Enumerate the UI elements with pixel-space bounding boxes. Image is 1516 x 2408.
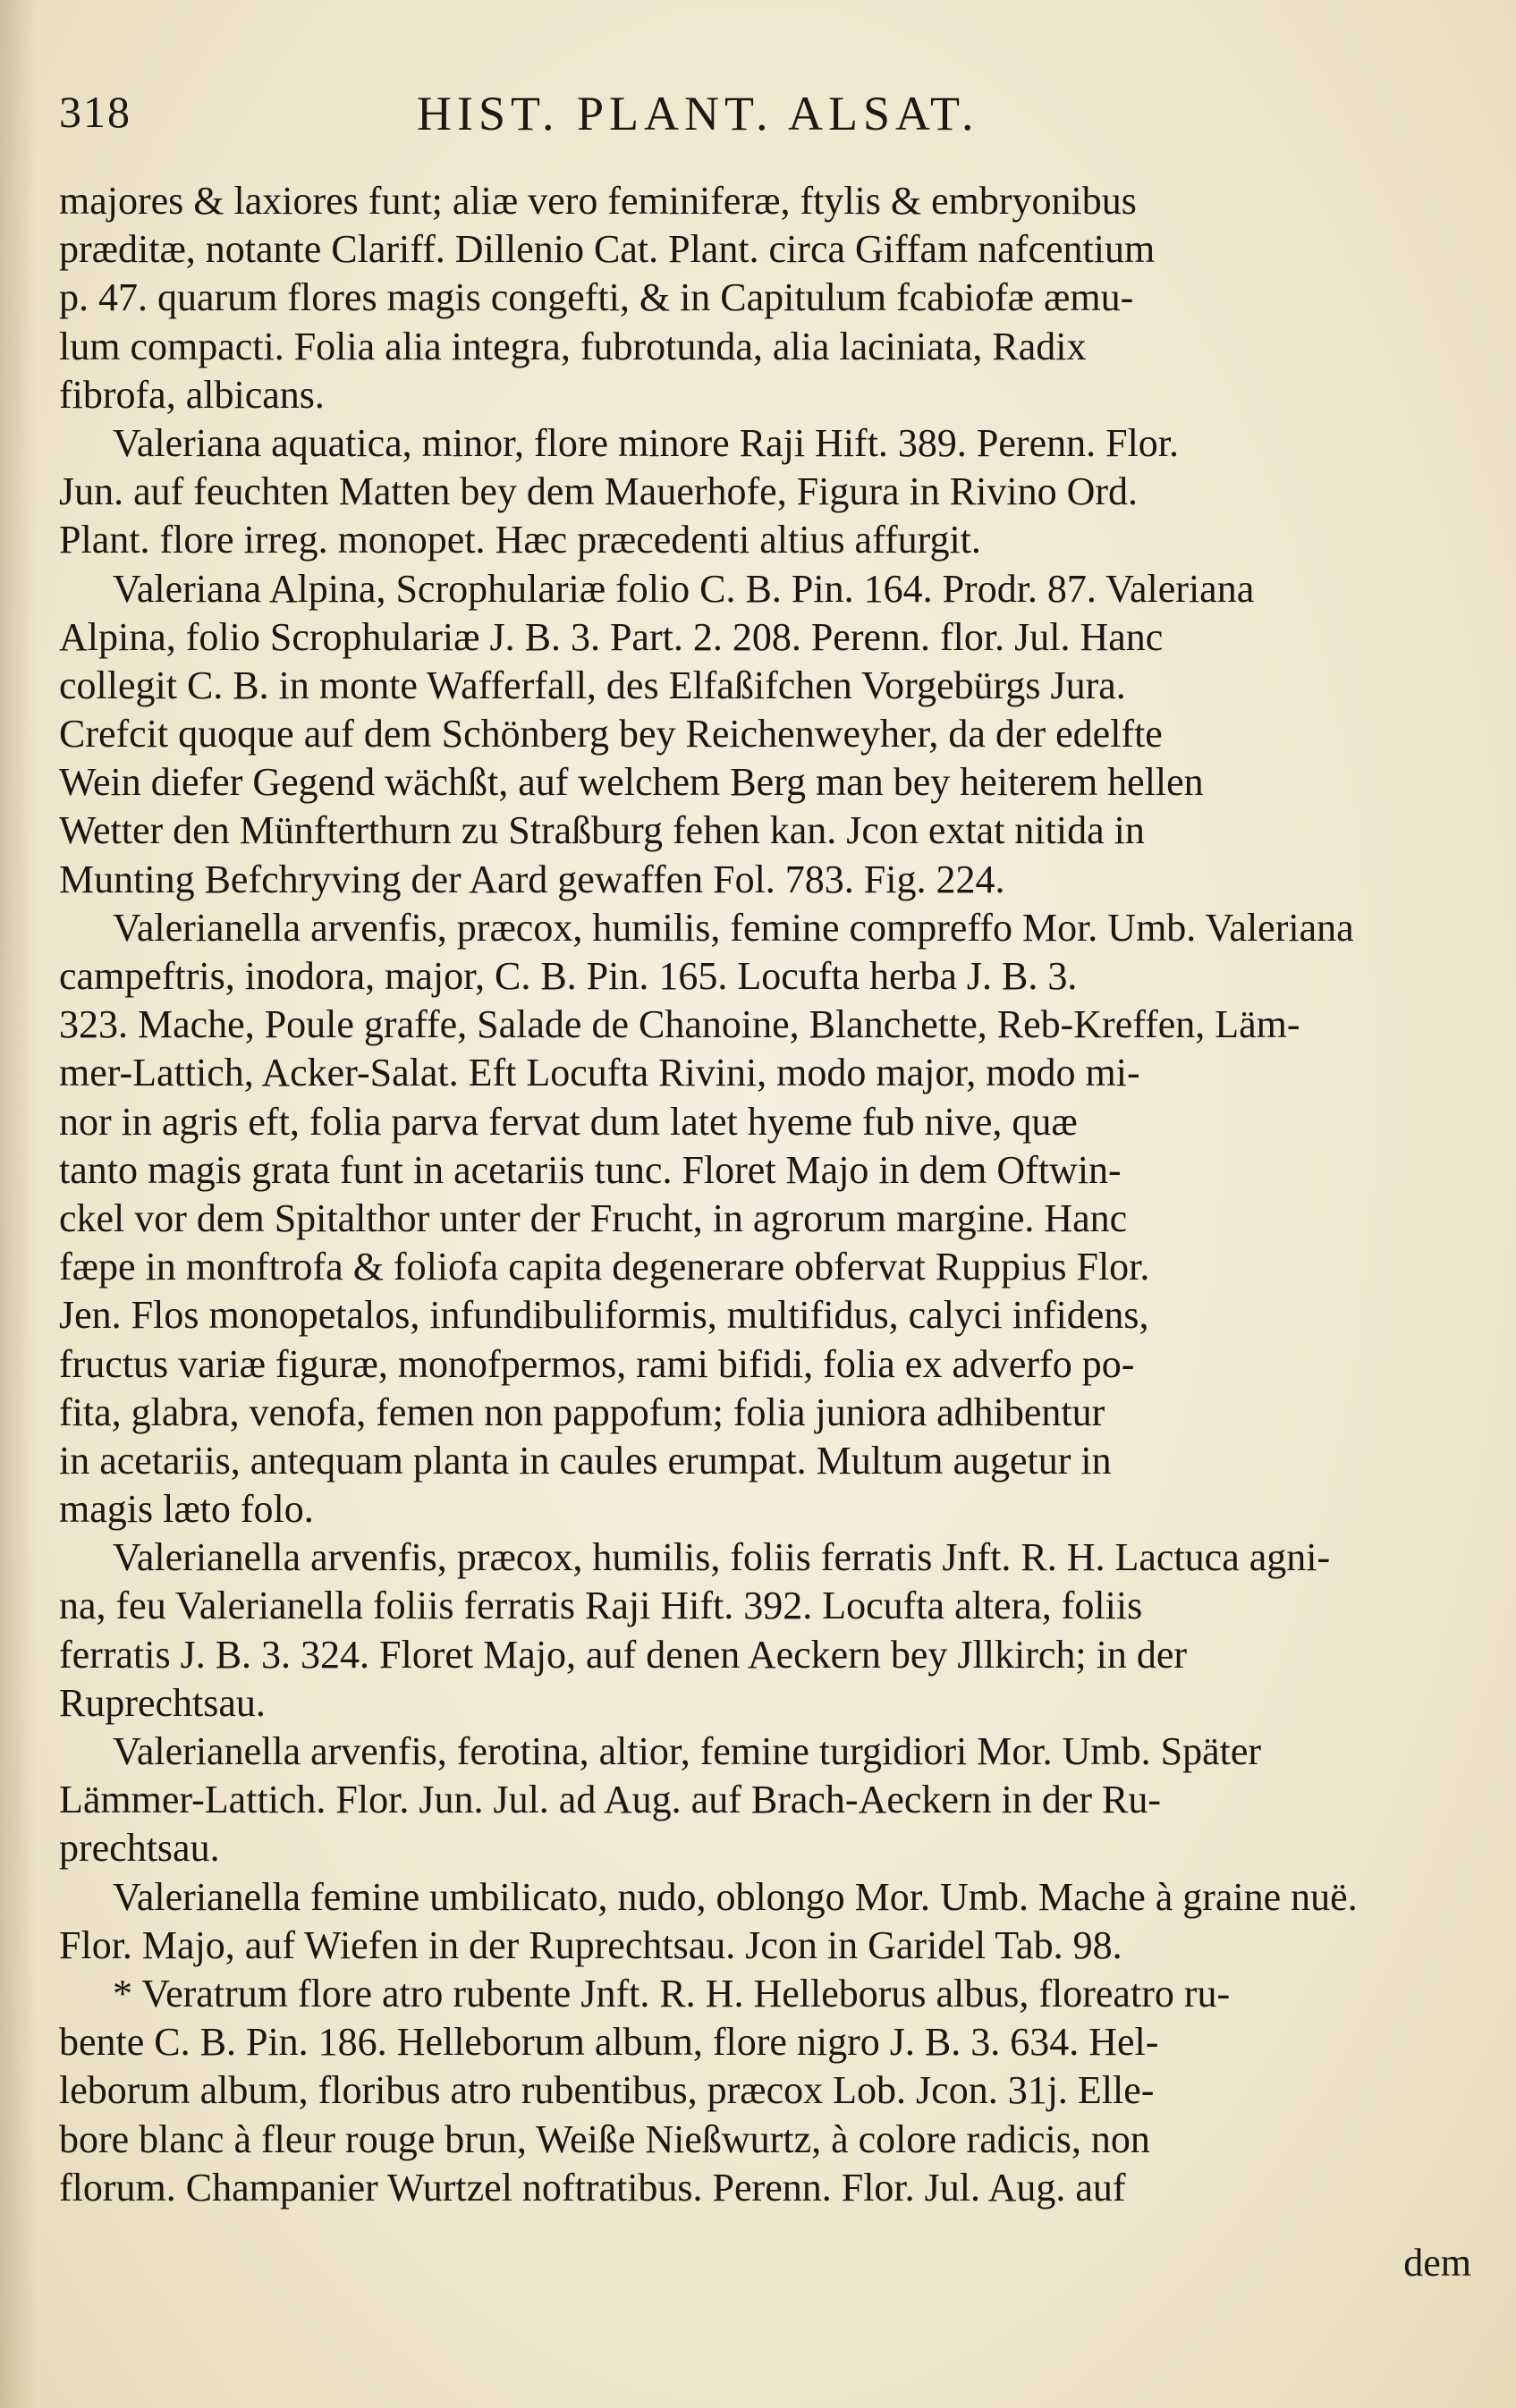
catchword: dem [1403,2241,1471,2285]
text-line: leborum album, floribus atro rubentibus, præcox Lob. Jcon. 31j. Elle- [59,2068,1155,2113]
text-line: campeftris, inodora, major, C. B. Pin. 165. Locufta herba J. B. 3. [59,954,1078,998]
text-line: mer-Lattich, Acker-Salat. Eft Locufta Rivini, modo major, modo mi- [59,1051,1140,1095]
text-line: lum compacti. Folia alia integra, fubrotunda, alia laciniata, Radix [59,324,1087,368]
text-line: Crefcit quoque auf dem Schönberg bey Reichenweyher, da der edelfte [59,712,1163,756]
text-line: Valeriana Alpina, Scrophulariæ folio C. B. Pin. 164. Prodr. 87. Valeriana [113,566,1255,611]
text-line: p. 47. quarum flores magis congefti, & in Capitulum fcabiofæ æmu- [59,275,1134,320]
text-line: fæpe in monftrofa & foliofa capita degenerare obfervat Ruppius Flor. [59,1245,1150,1289]
text-line: Alpina, folio Scrophulariæ J. B. 3. Part. 2. 208. Perenn. flor. Jul. Hanc [59,614,1164,659]
text-line: majores & laxiores funt; aliæ vero feminiferæ, ftylis & embryonibus [59,179,1137,223]
text-line: Jen. Flos monopetalos, infundibuliformis, multifidus, calyci infidens, [59,1293,1149,1338]
text-line: Lämmer-Lattich. Flor. Jun. Jul. ad Aug. auf Brach-Aeckern in der Ru- [59,1778,1161,1822]
text-line: nor in agris eft, folia parva fervat dum latet hyeme fub nive, quæ [59,1099,1078,1144]
page-number: 318 [59,87,131,137]
text-line: Flor. Majo, auf Wiefen in der Ruprechtsau. Jcon in Garidel Tab. 98. [59,1922,1122,1967]
text-line: Ruprechtsau. [59,1680,266,1725]
text-line: magis læto folo. [59,1487,314,1532]
binding-shadow [0,0,36,2408]
text-line: Valerianella arvenfis, præcox, humilis, femine compreffo Mor. Umb. Valeriana [113,905,1354,950]
text-line: fructus variæ figuræ, monofpermos, rami bifidi, folia ex adverfo po- [59,1341,1135,1386]
text-line: Wein diefer Gegend wächßt, auf welchem Berg man bey heiterem hellen [59,760,1204,805]
text-line: collegit C. B. in monte Wafferfall, des Elfaßifchen Vorgebürgs Jura. [59,663,1126,707]
text-line: bente C. B. Pin. 186. Helleborum album, flore nigro J. B. 3. 634. Hel- [59,2020,1159,2065]
text-line: bore blanc à fleur rouge brun, Weiße Nießwurtz, à colore radicis, non [59,2117,1150,2161]
text-line: * Veratrum flore atro rubente Jnft. R. H. Helleborus albus, floreatro ru- [113,1971,1231,2015]
text-line: fibrofa, albicans. [59,372,325,417]
text-line: ferratis J. B. 3. 324. Floret Majo, auf denen Aeckern bey Jllkirch; in der [59,1632,1188,1677]
text-line: in acetariis, antequam planta in caules erumpat. Multum augetur in [59,1438,1112,1483]
text-line: Valeriana aquatica, minor, flore minore Raji Hift. 389. Perenn. Flor. [113,420,1180,465]
text-line: Plant. flore irreg. monopet. Hæc præcedenti altius affurgit. [59,518,981,562]
text-line: 323. Mache, Poule graffe, Salade de Chanoine, Blanchette, Reb-Kreffen, Läm- [59,1002,1300,1047]
text-line: ckel vor dem Spitalthor unter der Frucht, in agrorum margine. Hanc [59,1196,1128,1240]
text-line: Valerianella arvenfis, ferotina, altior, femine turgidiori Mor. Umb. Später [113,1729,1262,1773]
text-line: præditæ, notante Clariff. Dillenio Cat. Plant. circa Giffam nafcentium [59,227,1156,272]
text-line: Wetter den Münfterthurn zu Straßburg fehen kan. Jcon extat nitida in [59,808,1145,853]
running-head: HIST. PLANT. ALSAT. [417,87,979,140]
text-line: Valerianella arvenfis, præcox, humilis, foliis ferratis Jnft. R. H. Lactuca agni- [113,1535,1331,1580]
text-line: florum. Champanier Wurtzel noftratibus. Perenn. Flor. Jul. Aug. auf [59,2165,1126,2209]
text-line: tanto magis grata funt in acetariis tunc. Floret Majo in dem Oftwin- [59,1147,1122,1192]
text-line: Munting Befchryving der Aard gewaffen Fol. 783. Fig. 224. [59,857,1005,901]
body-text [59,177,1472,2212]
page-header [59,86,1472,157]
text-line: na, feu Valerianella foliis ferratis Raji Hift. 392. Locufta altera, foliis [59,1584,1143,1628]
text-line: fita, glabra, venofa, femen non pappofum; folia juniora adhibentur [59,1390,1105,1434]
text-line: prechtsau. [59,1826,220,1871]
text-line: Jun. auf feuchten Matten bey dem Mauerhofe, Figura in Rivino Ord. [59,469,1139,514]
text-line: Valerianella femine umbilicato, nudo, oblongo Mor. Umb. Mache à graine nuë. [113,1874,1358,1919]
